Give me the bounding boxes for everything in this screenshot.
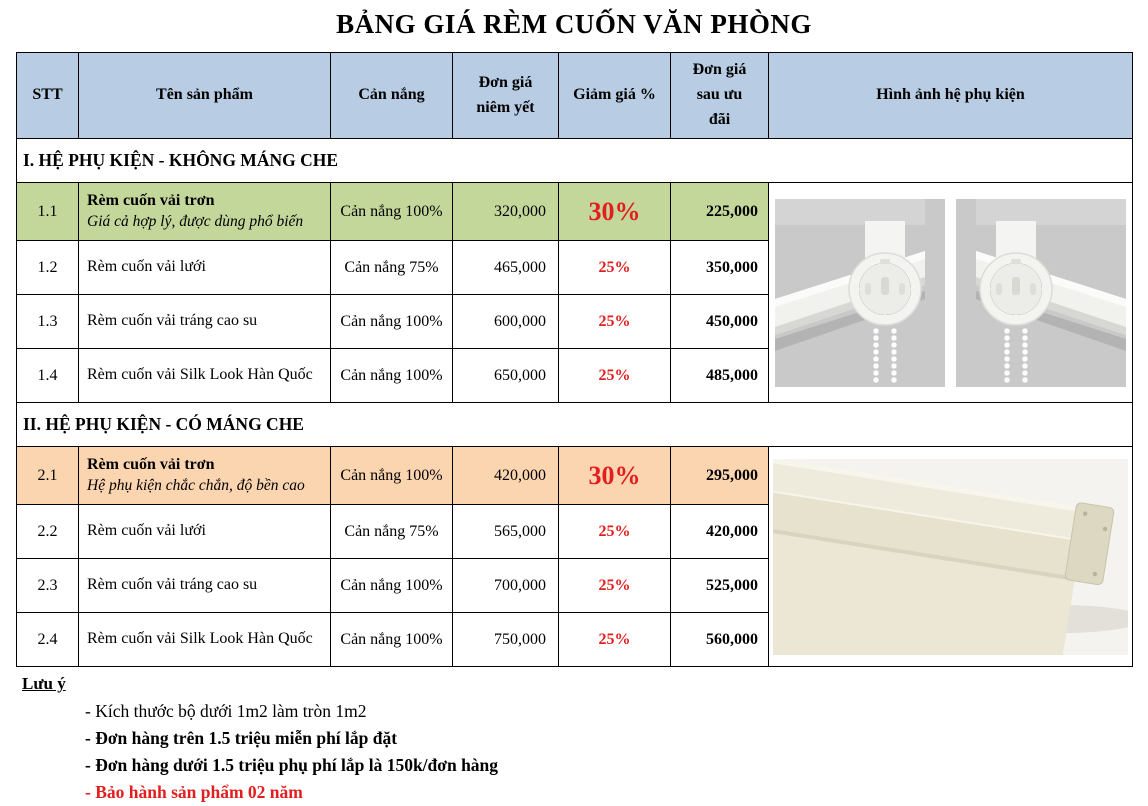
final-price-cell: 485,000 — [671, 349, 769, 403]
discount-cell: 25% — [559, 295, 671, 349]
product-name: Rèm cuốn vải lưới — [87, 522, 206, 540]
section-heading-2: II. HỆ PHỤ KIỆN - CÓ MÁNG CHE — [17, 403, 1133, 447]
final-price-cell: 420,000 — [671, 505, 769, 559]
roller-blind-clutch-photos — [773, 195, 1128, 391]
stt-cell: 2.4 — [17, 613, 79, 667]
final-price-cell: 450,000 — [671, 295, 769, 349]
product-name: Rèm cuốn vải trơn — [87, 456, 215, 474]
cassette-headrail-photo — [773, 459, 1128, 655]
table-row — [17, 447, 1133, 505]
accessory-image-cell — [769, 447, 1133, 667]
product-subtitle: Hệ phụ kiện chắc chắn, độ bền cao — [87, 476, 305, 494]
sun-block-cell: Cản nắng 100% — [331, 559, 453, 613]
note-item: - Đơn hàng dưới 1.5 triệu phụ phí lắp là 150k/đơn hàng — [85, 755, 499, 775]
list-price-cell: 420,000 — [453, 447, 559, 505]
product-name: Rèm cuốn vải trơn — [87, 192, 215, 210]
product-name-cell — [79, 241, 331, 295]
sun-block-cell: Cản nắng 100% — [331, 613, 453, 667]
list-price-cell: 650,000 — [453, 349, 559, 403]
product-name: Rèm cuốn vải tráng cao su — [87, 576, 258, 594]
product-name-cell — [79, 447, 331, 505]
note-item: - Kích thước bộ dưới 1m2 làm tròn 1m2 — [85, 701, 367, 721]
final-price-cell: 560,000 — [671, 613, 769, 667]
sun-block-cell: Cản nắng 100% — [331, 295, 453, 349]
product-name-cell — [79, 505, 331, 559]
note-item: - Đơn hàng trên 1.5 triệu miễn phí lắp đặt — [85, 728, 398, 748]
final-price-cell: 295,000 — [671, 447, 769, 505]
header-row — [17, 53, 1133, 139]
final-price-cell: 525,000 — [671, 559, 769, 613]
col-header-image: Hình ảnh hệ phụ kiện — [769, 53, 1133, 139]
final-price-cell: 350,000 — [671, 241, 769, 295]
list-price-cell: 465,000 — [453, 241, 559, 295]
page-title: BẢNG GIÁ RÈM CUỐN VĂN PHÒNG — [336, 9, 812, 39]
stt-cell: 1.2 — [17, 241, 79, 295]
discount-cell: 25% — [559, 349, 671, 403]
list-price-cell: 565,000 — [453, 505, 559, 559]
discount-cell: 25% — [559, 559, 671, 613]
product-subtitle: Giá cả hợp lý, được dùng phổ biến — [87, 212, 304, 230]
col-header-list-price: Đơn giá niêm yết — [453, 53, 559, 139]
discount-cell: 25% — [559, 613, 671, 667]
list-price-cell: 320,000 — [453, 183, 559, 241]
col-header-discount: Giảm giá % — [559, 53, 671, 139]
stt-cell: 2.2 — [17, 505, 79, 559]
stt-cell: 1.4 — [17, 349, 79, 403]
list-price-cell: 700,000 — [453, 559, 559, 613]
accessory-image-cell — [769, 183, 1133, 403]
sun-block-cell: Cản nắng 75% — [331, 241, 453, 295]
sun-block-cell: Cản nắng 100% — [331, 447, 453, 505]
product-name-cell — [79, 613, 331, 667]
sun-block-cell: Cản nắng 100% — [331, 349, 453, 403]
section-heading-1: I. HỆ PHỤ KIỆN - KHÔNG MÁNG CHE — [17, 139, 1133, 183]
discount-cell: 30% — [559, 183, 671, 241]
sun-block-cell: Cản nắng 75% — [331, 505, 453, 559]
product-name-cell — [79, 349, 331, 403]
product-name-cell — [79, 559, 331, 613]
price-table — [16, 52, 1133, 667]
product-name: Rèm cuốn vải tráng cao su — [87, 312, 258, 330]
product-name: Rèm cuốn vải Silk Look Hàn Quốc — [87, 630, 313, 648]
product-name: Rèm cuốn vải lưới — [87, 258, 206, 276]
note-item: - Bảo hành sản phẩm 02 năm — [85, 782, 303, 802]
col-header-sun: Cản nắng — [331, 53, 453, 139]
notes-heading: Lưu ý — [22, 674, 66, 693]
product-name-cell — [79, 183, 331, 241]
discount-cell: 25% — [559, 241, 671, 295]
sun-block-cell: Cản nắng 100% — [331, 183, 453, 241]
discount-cell: 30% — [559, 447, 671, 505]
stt-cell: 1.1 — [17, 183, 79, 241]
stt-cell: 2.1 — [17, 447, 79, 505]
col-header-final-price: Đơn giá sau ưu đãi — [671, 53, 769, 139]
product-name: Rèm cuốn vải Silk Look Hàn Quốc — [87, 366, 313, 384]
stt-cell: 2.3 — [17, 559, 79, 613]
list-price-cell: 750,000 — [453, 613, 559, 667]
product-name-cell — [79, 295, 331, 349]
list-price-cell: 600,000 — [453, 295, 559, 349]
col-header-stt: STT — [17, 53, 79, 139]
final-price-cell: 225,000 — [671, 183, 769, 241]
stt-cell: 1.3 — [17, 295, 79, 349]
discount-cell: 25% — [559, 505, 671, 559]
table-row — [17, 183, 1133, 241]
col-header-product: Tên sản phẩm — [79, 53, 331, 139]
notes-section — [22, 674, 1148, 806]
